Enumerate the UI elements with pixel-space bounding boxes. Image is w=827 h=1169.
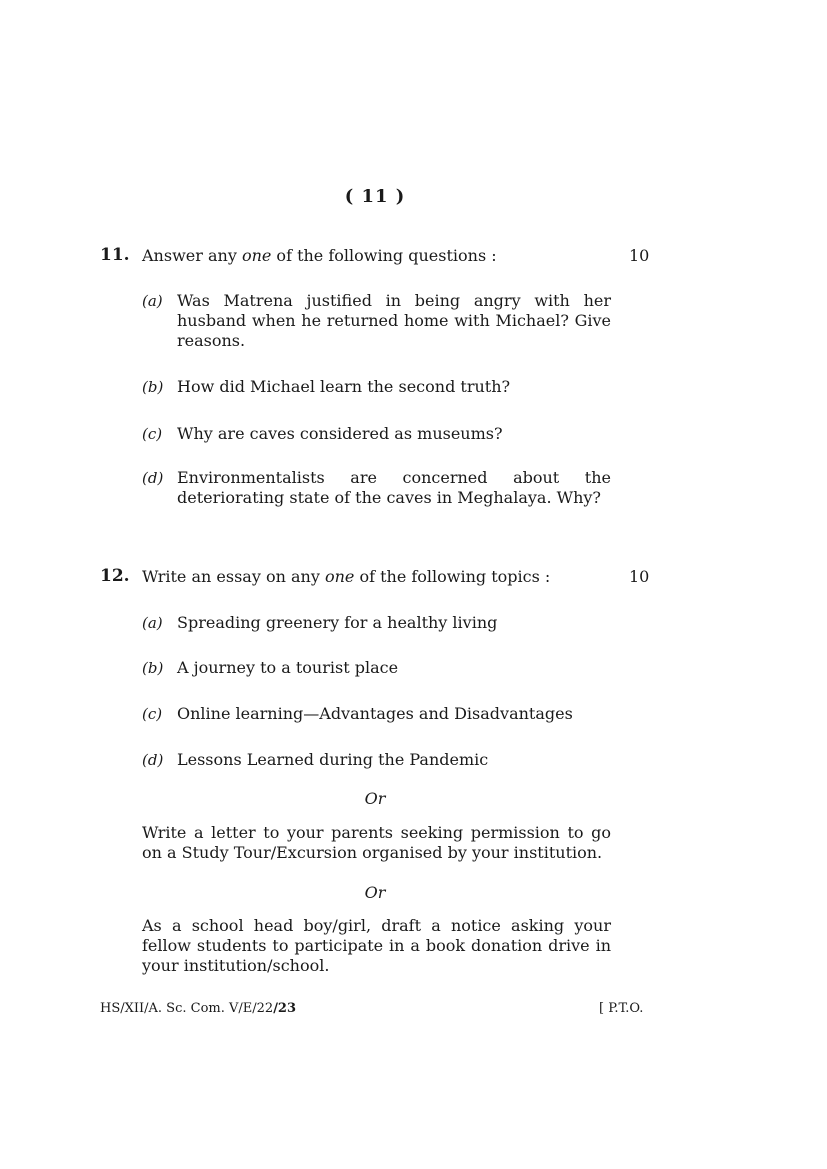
q12-option-b-label: (b) — [142, 659, 164, 677]
letter-task: Write a letter to your parents seeking permission to go on a Study Tour/Excursion organised by your institution. — [142, 823, 611, 862]
or-divider-1: Or — [364, 789, 386, 808]
question-12-prompt: Write an essay on any one of the following topics : — [142, 567, 551, 586]
q11-option-b-label: (b) — [142, 378, 164, 396]
q12-option-c-text: Online learning—Advantages and Disadvantages — [177, 704, 573, 723]
q11-option-a-text: Was Matrena justified in being angry with her husband when he returned home with Michael? Give reasons. — [177, 291, 611, 350]
question-12-number: 12. — [100, 566, 130, 586]
q11-option-a-label: (a) — [142, 292, 163, 310]
q11-option-b-text: How did Michael learn the second truth? — [177, 377, 511, 396]
question-11-marks: 10 — [629, 246, 650, 265]
pto-marker: [ P.T.O. — [599, 1001, 644, 1016]
q12-option-d-label: (d) — [142, 751, 164, 769]
question-11-prompt: Answer any one of the following questions : — [142, 246, 497, 265]
q12-option-a-label: (a) — [142, 614, 163, 632]
q11-option-c-label: (c) — [142, 425, 163, 443]
question-12-marks: 10 — [629, 567, 650, 586]
page-number: ( 11 ) — [344, 186, 406, 207]
q11-option-d-label: (d) — [142, 469, 164, 487]
q12-option-a-text: Spreading greenery for a healthy living — [177, 613, 498, 632]
q11-option-d-line2: deteriorating state of the caves in Meghalaya. Why? — [177, 488, 601, 507]
q12-option-c-label: (c) — [142, 705, 163, 723]
q12-option-b-text: A journey to a tourist place — [177, 658, 399, 677]
q11-option-c-text: Why are caves considered as museums? — [177, 424, 503, 443]
q11-option-d-line1: Environmentalists are concerned about the — [177, 468, 611, 487]
q12-option-d-text: Lessons Learned during the Pandemic — [177, 750, 489, 769]
or-divider-2: Or — [364, 883, 386, 902]
paper-code: HS/XII/A. Sc. Com. V/E/22/23 — [100, 1001, 297, 1016]
notice-task: As a school head boy/girl, draft a notice asking your fellow students to participate in a book donation drive in your institution/school. — [142, 916, 611, 975]
question-11-number: 11. — [100, 245, 130, 265]
